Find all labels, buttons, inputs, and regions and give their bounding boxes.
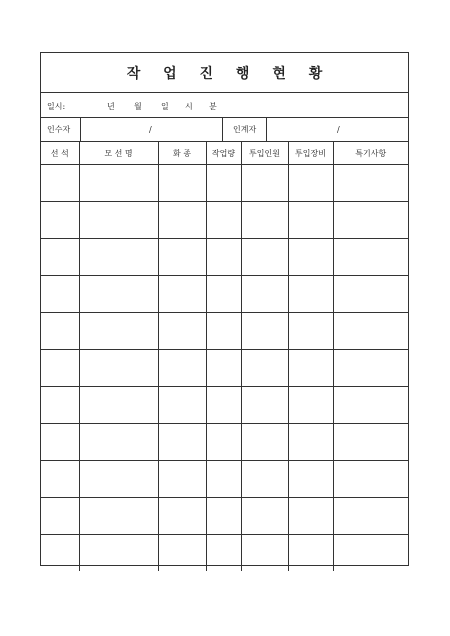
table-cell[interactable] [333,498,408,535]
col-header-vessel: 모 선 명 [79,142,158,165]
col-header-cargo: 화 종 [158,142,206,165]
table-cell[interactable] [241,165,288,202]
table-cell[interactable] [206,202,241,239]
table-cell[interactable] [333,313,408,350]
date-label: 일시: [47,102,66,111]
table-cell[interactable] [333,350,408,387]
table-cell[interactable] [288,535,333,572]
table-cell[interactable] [241,498,288,535]
table-cell[interactable] [41,239,79,276]
table-cell[interactable] [333,239,408,276]
table-cell[interactable] [241,239,288,276]
col-header-remarks: 특기사항 [333,142,408,165]
col-header-equipment: 투입장비 [288,142,333,165]
table-cell[interactable] [41,498,79,535]
divider [80,118,81,141]
divider [266,118,267,141]
table-cell[interactable] [158,535,206,572]
date-month: 월 [134,102,142,111]
table-cell[interactable] [206,535,241,572]
table-cell[interactable] [333,535,408,572]
table-cell[interactable] [79,313,158,350]
table-cell[interactable] [41,165,79,202]
table-cell[interactable] [206,350,241,387]
table-cell[interactable] [41,350,79,387]
col-header-berth: 선 석 [41,142,79,165]
col-header-workload: 작업량 [206,142,241,165]
work-table [41,142,408,571]
table-row [41,276,408,313]
table-cell[interactable] [288,239,333,276]
table-cell[interactable] [158,387,206,424]
table-cell[interactable] [41,461,79,498]
date-year: 년 [107,102,115,111]
table-cell[interactable] [288,461,333,498]
table-row [41,239,408,276]
work-progress-form [40,52,409,566]
table-row [41,535,408,572]
table-row [41,461,408,498]
table-cell[interactable] [288,165,333,202]
date-hour: 시 [185,102,193,111]
table-row [41,350,408,387]
date-row [41,93,408,118]
date-day: 일 [161,102,169,111]
table-cell[interactable] [288,202,333,239]
table-cell[interactable] [79,535,158,572]
table-cell[interactable] [288,424,333,461]
table-cell[interactable] [333,461,408,498]
table-cell[interactable] [158,498,206,535]
table-cell[interactable] [79,202,158,239]
table-cell[interactable] [79,387,158,424]
table-cell[interactable] [206,313,241,350]
table-cell[interactable] [241,461,288,498]
giver-label-cell [233,118,256,141]
table-cell[interactable] [41,313,79,350]
table-cell[interactable] [241,424,288,461]
table-body [41,165,408,572]
table-cell[interactable] [41,276,79,313]
table-row [41,424,408,461]
receiver-label: 인수자 [47,125,71,134]
receiver-value-cell [149,118,152,141]
table-row [41,202,408,239]
table-cell[interactable] [206,498,241,535]
table-cell[interactable] [288,313,333,350]
table-cell[interactable] [288,498,333,535]
table-cell[interactable] [241,276,288,313]
table-cell[interactable] [79,276,158,313]
table-cell[interactable] [288,350,333,387]
table-cell[interactable] [158,461,206,498]
divider [222,118,223,141]
table-row [41,313,408,350]
table-cell[interactable] [79,165,158,202]
table-cell[interactable] [158,313,206,350]
table-row [41,498,408,535]
table-cell[interactable] [41,202,79,239]
table-cell[interactable] [333,387,408,424]
table-cell[interactable] [206,461,241,498]
giver-label: 인계자 [233,125,257,134]
table-cell[interactable] [206,387,241,424]
table-cell[interactable] [158,350,206,387]
table-cell[interactable] [79,239,158,276]
table-cell[interactable] [158,239,206,276]
col-header-manpower: 투입인원 [241,142,288,165]
table-cell[interactable] [79,461,158,498]
table-cell[interactable] [241,535,288,572]
title-row [41,53,408,93]
receiver-slash: / [149,125,152,134]
table-cell[interactable] [41,535,79,572]
table-row [41,165,408,202]
table-cell[interactable] [158,276,206,313]
handover-row [41,118,408,142]
table-cell[interactable] [158,424,206,461]
table-cell[interactable] [158,165,206,202]
table-cell[interactable] [41,424,79,461]
table-cell[interactable] [158,202,206,239]
table-cell[interactable] [206,424,241,461]
table-cell[interactable] [206,239,241,276]
table-cell[interactable] [333,165,408,202]
table-cell[interactable] [206,165,241,202]
table-cell[interactable] [206,276,241,313]
table-cell[interactable] [288,276,333,313]
table-cell[interactable] [333,202,408,239]
table-cell[interactable] [333,276,408,313]
date-minute: 분 [209,102,217,111]
table-cell[interactable] [79,498,158,535]
table-header-row [41,142,408,165]
table-cell[interactable] [241,387,288,424]
receiver-label-cell [47,118,70,141]
table-cell[interactable] [79,350,158,387]
table-cell[interactable] [241,350,288,387]
giver-slash: / [337,125,340,134]
form-title: 작 업 진 행 현 황 [126,65,332,82]
table-cell[interactable] [41,387,79,424]
table-cell[interactable] [79,424,158,461]
table-cell[interactable] [241,313,288,350]
table-cell[interactable] [288,387,333,424]
giver-value-cell [337,118,340,141]
table-row [41,387,408,424]
table-cell[interactable] [333,424,408,461]
table-cell[interactable] [241,202,288,239]
